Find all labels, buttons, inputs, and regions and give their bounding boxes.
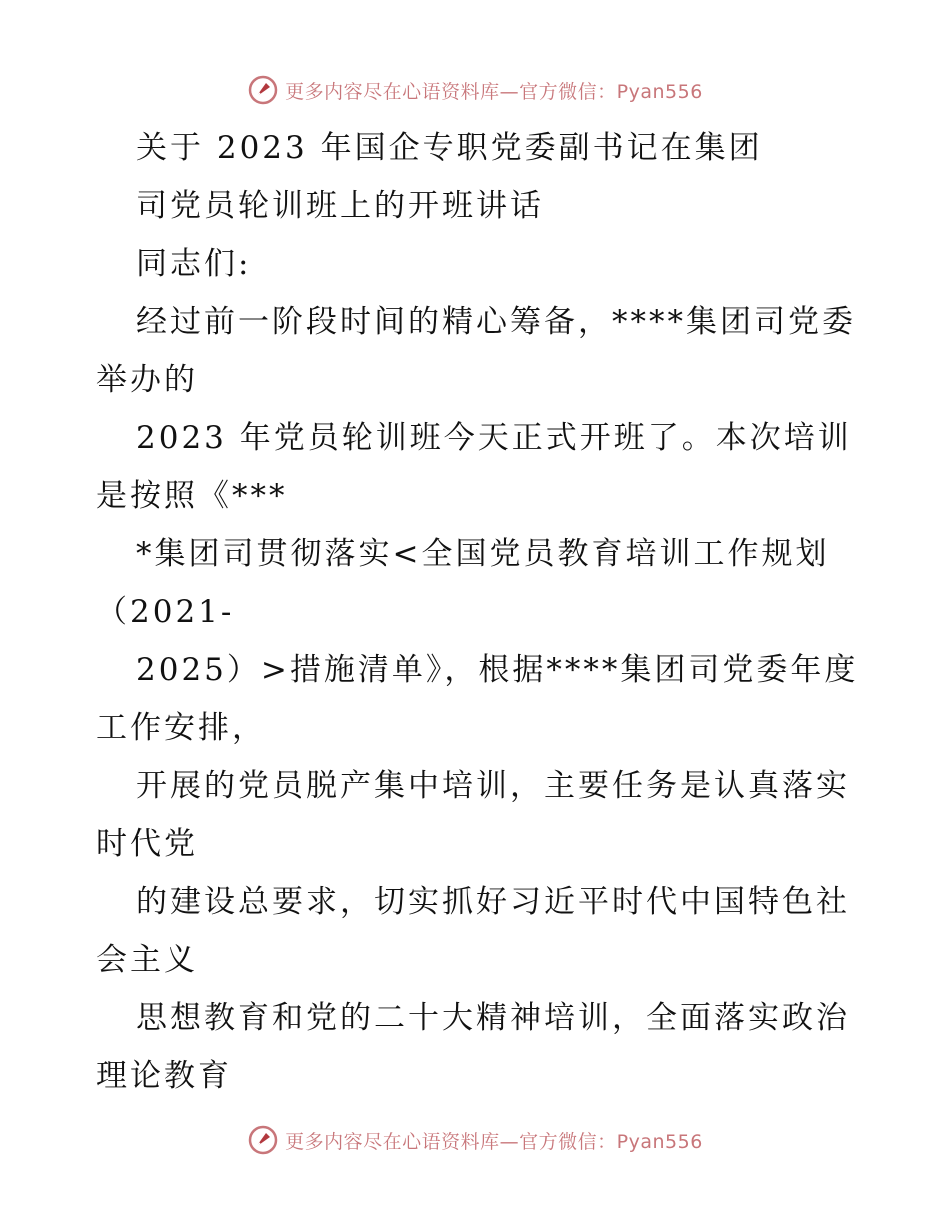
pen-nib-icon (247, 74, 279, 106)
text-line: 2023 年党员轮训班今天正式开班了。本次培训 (136, 420, 852, 456)
text-line: 时代党 (96, 826, 198, 862)
text-line: 开展的党员脱产集中培训，主要任务是认真落实 (136, 768, 850, 804)
watermark-text: 更多内容尽在心语资料库—官方微信：Pyan556 (285, 1130, 703, 1153)
text-line: 是按照《*** (96, 478, 288, 514)
text-line: 理论教育 (96, 1058, 232, 1094)
text-line: 关于 2023 年国企专职党委副书记在集团 (136, 130, 763, 166)
text-line: 举办的 (96, 362, 198, 398)
watermark-text: 更多内容尽在心语资料库—官方微信：Pyan556 (285, 80, 703, 103)
text-line: *集团司贯彻落实<全国党员教育培训工作规划 (136, 536, 830, 572)
text-line: 2025）>措施清单》，根据****集团司党委年度 (136, 652, 859, 688)
text-line: 经过前一阶段时间的精心筹备，****集团司党委 (136, 304, 856, 340)
text-line: （2021- (96, 594, 235, 630)
text-line: 工作安排， (96, 710, 266, 746)
text-line: 司党员轮训班上的开班讲话 (136, 188, 544, 224)
footer-watermark (0, 1120, 950, 1160)
text-line: 会主义 (96, 942, 198, 978)
text-line: 思想教育和党的二十大精神培训，全面落实政治 (136, 1000, 850, 1036)
text-line: 的建设总要求，切实抓好习近平时代中国特色社 (136, 884, 850, 920)
text-line: 同志们: (136, 246, 252, 282)
document-body (96, 126, 886, 1112)
pen-nib-icon (247, 1124, 279, 1156)
header-watermark (0, 70, 950, 110)
